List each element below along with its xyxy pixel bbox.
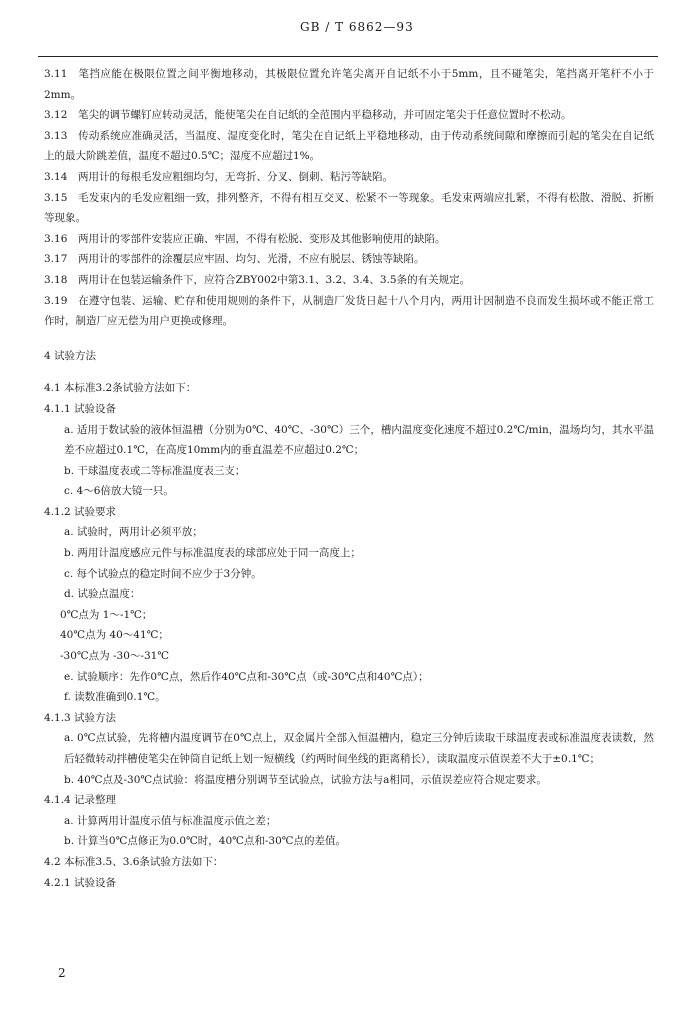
clause-4-1-1-c: c. 4～6倍放大镜一只。	[64, 485, 174, 498]
clause-number: 3.11	[44, 68, 68, 80]
clause-4-1-1-a: a. 适用于数试验的液体恒温槽（分别为0℃、40℃、-30℃）三个，槽内温度变化速度不超过0.2℃/min，温场均匀，其水平温差不应超过0.1℃，在高度10mm内的垂直温差不应超过0.2℃；	[64, 423, 654, 457]
document-body	[44, 64, 654, 893]
clause-4-1-4: 4.1.4 记录整理	[44, 794, 117, 807]
clause-4-1-2-e: e. 试验顺序：先作0℃点，然后作40℃点和-30℃点（或-30℃点和40℃点）；	[64, 670, 429, 683]
clause-4-1-2-d: d. 试验点温度：	[64, 588, 141, 601]
section-4-title: 4 试验方法	[44, 349, 97, 362]
clause-text: 在遵守包装、运输、贮存和使用规则的条件下，从制造厂发货日起十八个月内，两用计因制造不良而发生损坏或不能正常工作时，制造厂应无偿为用户更换或修理。	[44, 294, 654, 328]
clause-text: 毛发束内的毛发应粗细一致，排列整齐，不得有相互交叉、松紧不一等现象。毛发束两端应扎紧，不得有松散、滑脱、折断等现象。	[44, 191, 654, 225]
clause-4-1-4-b: b. 计算当0℃点修正为0.0℃时，40℃点和-30℃点的差值。	[64, 835, 347, 848]
clause-3-12	[44, 105, 654, 126]
standard-number-header: GB / T 6862—93	[300, 20, 414, 34]
clause-number: 3.16	[44, 232, 68, 245]
temp-point-40: 40℃点为 40～41℃；	[60, 629, 169, 642]
clause-4-1-2-f: f. 读数准确到0.1℃。	[64, 691, 166, 704]
clause-4-1-3-b: b. 40℃点及-30℃点试验：将温度槽分别调节至试验点，试验方法与a相同，示值误差应符合规定要求。	[64, 773, 547, 786]
clause-4-1-2: 4.1.2 试验要求	[44, 505, 117, 518]
clause-text: 笔挡应能在极限位置之间平衡地移动，其极限位置允许笔尖离开自记纸不小于5mm，且不碰笔尖，笔挡离开笔杆不小于2mm。	[44, 68, 654, 101]
clause-number: 3.17	[44, 253, 68, 266]
clause-4-2-1: 4.2.1 试验设备	[44, 876, 117, 889]
clause-3-13	[44, 126, 654, 167]
clause-number: 3.14	[44, 170, 68, 183]
clause-4-1-2-a: a. 试验时，两用计必须平放；	[64, 526, 203, 539]
clause-4-1-3: 4.1.3 试验方法	[44, 711, 117, 724]
clause-text: 两用计的每根毛发应粗细均匀，无弯折、分叉、倒刺、粘污等缺陷。	[78, 170, 393, 183]
clause-3-11	[44, 64, 654, 105]
clause-4-1-1: 4.1.1 试验设备	[44, 402, 117, 415]
clause-3-16	[44, 229, 654, 250]
clause-4-1-4-a: a. 计算两用计温度示值与标准温度示值之差；	[64, 814, 277, 827]
clause-4-1-1-b: b. 干球温度表或二等标准温度表三支；	[64, 464, 246, 477]
clause-text: 笔尖的调节螺钉应转动灵活，能使笔尖在自记纸的全范围内平稳移动，并可固定笔尖于任意位置时不松动。	[78, 109, 572, 122]
clause-text: 两用计的零部件的涂覆层应牢固、均匀、光滑，不应有脱层、锈蚀等缺陷。	[78, 253, 425, 266]
temp-point-minus-30: -30℃点为 -30～-31℃	[60, 650, 170, 663]
clause-text: 两用计在包装运输条件下，应符合ZBY002中第3.1、3.2、3.4、3.5条的有关规定。	[78, 273, 471, 286]
clause-number: 3.15	[44, 191, 68, 204]
clause-text: 两用计的零部件安装应正确、牢固，不得有松脱、变形及其他影响使用的缺陷。	[78, 232, 446, 245]
clause-4-1-3-a: a. 0℃点试验，先将槽内温度调节在0℃点上，双金属片全部入恒温槽内，稳定三分钟后读取干球温度表或标准温度表读数，然后轻微转动拌槽使笔尖在钟筒自记纸上划一短横线（约两时间坐线的距离稍长），读取温度示值误差不大于±0.1℃；	[64, 732, 654, 765]
clause-3-17	[44, 249, 654, 270]
clause-number: 3.18	[44, 273, 68, 286]
page-number: 2	[58, 966, 66, 980]
clause-3-19	[44, 291, 654, 332]
clause-4-1-2-c: c. 每个试验点的稳定时间不应少于3分钟。	[64, 567, 262, 580]
clause-4-1-2-b: b. 两用计温度感应元件与标准温度表的球部应处于同一高度上；	[64, 547, 361, 560]
clause-number: 3.12	[44, 109, 68, 122]
clause-3-18	[44, 270, 654, 291]
clause-4-1: 4.1 本标准3.2条试验方法如下：	[44, 382, 197, 395]
temp-point-0: 0℃点为 1～-1℃；	[60, 608, 153, 621]
clause-4-2: 4.2 本标准3.5、3.6条试验方法如下：	[44, 855, 224, 868]
clause-3-15	[44, 188, 654, 229]
clause-number: 3.19	[44, 294, 68, 307]
clause-3-14	[44, 167, 654, 188]
clause-text: 传动系统应准确灵活，当温度、湿度变化时，笔尖在自记纸上平稳地移动，由于传动系统间隙和摩擦而引起的笔尖在自记纸上的最大阶跳差值，温度不超过0.5℃；湿度不应超过1%。	[44, 129, 654, 163]
header-rule	[38, 56, 658, 57]
clause-number: 3.13	[44, 129, 68, 142]
